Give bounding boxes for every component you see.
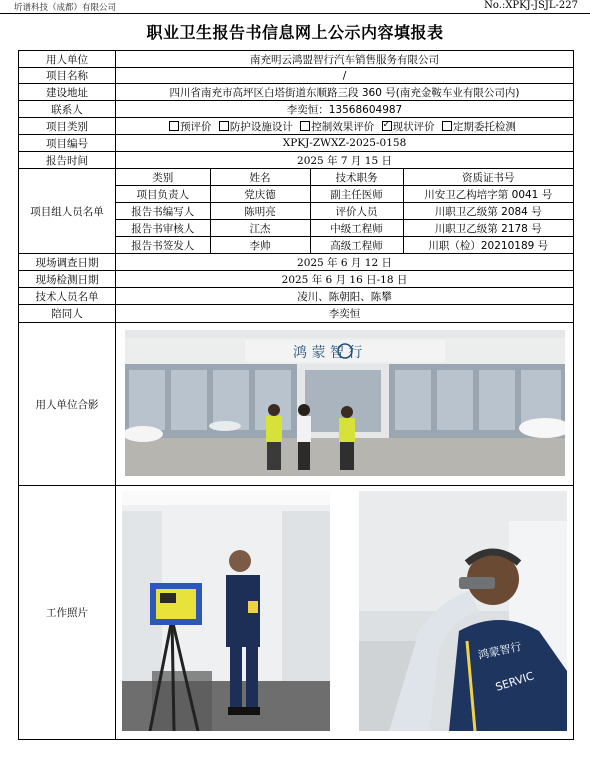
team-name: 李帅 (210, 237, 310, 254)
document-number: No.:XPKJ-JSJL-227 (484, 0, 578, 11)
category-option-control-effect[interactable] (300, 121, 374, 133)
table-row (116, 186, 573, 203)
escort-label: 陪同人 (19, 305, 116, 323)
employer-label: 用人单位 (19, 51, 116, 68)
employer-value: 南充明云鸿盟智行汽车销售服务有限公司 (116, 51, 574, 68)
team-header-cert: 资质证书号 (403, 169, 573, 186)
team-cert: 川职（检）20210189 号 (403, 237, 573, 254)
category-label: 项目类别 (19, 118, 116, 135)
team-title: 高级工程师 (310, 237, 403, 254)
team-label: 项目组人员名单 (19, 169, 116, 254)
category-option-protection-design[interactable] (219, 121, 293, 133)
team-table-cell (116, 169, 574, 254)
work-photo-noise-test-image (359, 491, 567, 731)
work-photo-sampling (122, 491, 330, 731)
team-title: 中级工程师 (310, 220, 403, 237)
tech-staff-label: 技术人员名单 (19, 288, 116, 305)
project-name-label: 项目名称 (19, 68, 116, 84)
table-row (116, 237, 573, 254)
team-cert: 川安卫乙构培字第 0041 号 (403, 186, 573, 203)
address-label: 建设地址 (19, 84, 116, 101)
work-photo-noise-test (359, 491, 567, 731)
team-role: 报告书签发人 (116, 237, 210, 254)
team-role: 报告书编写人 (116, 203, 210, 220)
survey-date-value: 2025 年 6 月 12 日 (116, 254, 574, 271)
vest-brand-text: 鸿蒙智行 (477, 640, 524, 662)
team-header-category: 类别 (116, 169, 210, 186)
contact-value: 李奕恒：13568604987 (116, 101, 574, 118)
table-row (116, 203, 573, 220)
category-option-current-status[interactable] (382, 121, 435, 133)
report-time-value: 2025 年 7 月 15 日 (116, 152, 574, 169)
team-cert: 川职卫乙级第 2084 号 (403, 203, 573, 220)
team-name: 陈明亮 (210, 203, 310, 220)
team-header-row (116, 169, 573, 186)
detect-date-value: 2025 年 6 月 16 日-18 日 (116, 271, 574, 288)
work-photo-sampling-image (122, 491, 330, 731)
checkbox-icon[interactable] (219, 121, 229, 131)
showroom-sign-text: 鸿 蒙 智 行 (292, 344, 362, 361)
team-role: 项目负责人 (116, 186, 210, 203)
group-photo (125, 330, 565, 476)
work-photo-cell (116, 486, 574, 740)
project-number-value: XPKJ-ZWXZ-2025-0158 (116, 135, 574, 152)
vest-service-text: SERVIC (494, 669, 536, 694)
team-role: 报告书审核人 (116, 220, 210, 237)
category-option-label: 现状评价 (392, 120, 435, 133)
team-table (116, 169, 573, 253)
team-title: 副主任医师 (310, 186, 403, 203)
form-title: 职业卫生报告书信息网上公示内容填报表 (146, 23, 444, 42)
category-option-label: 预评价 (180, 120, 212, 133)
category-option-label: 控制效果评价 (311, 120, 375, 133)
category-option-label: 防护设施设计 (229, 120, 293, 133)
project-name-value: / (116, 68, 574, 84)
tech-staff-value: 凌川、陈朝阳、陈攀 (116, 288, 574, 305)
checked-checkbox-icon[interactable] (382, 121, 392, 131)
escort-value: 李奕恒 (116, 305, 574, 323)
checkbox-icon[interactable] (442, 121, 452, 131)
checkbox-icon[interactable] (300, 121, 310, 131)
work-photo-label: 工作照片 (19, 486, 116, 740)
detect-date-label: 现场检测日期 (19, 271, 116, 288)
team-name: 江杰 (210, 220, 310, 237)
team-title: 评价人员 (310, 203, 403, 220)
checkbox-icon[interactable] (169, 121, 179, 131)
category-option-pre-evaluation[interactable] (169, 121, 212, 133)
page-header (0, 0, 590, 14)
category-options (116, 118, 574, 135)
team-name: 党庆德 (210, 186, 310, 203)
report-time-label: 报告时间 (19, 152, 116, 169)
category-option-periodic-detection[interactable] (442, 121, 516, 133)
group-photo-label: 用人单位合影 (19, 323, 116, 486)
contact-label: 联系人 (19, 101, 116, 118)
table-row (116, 220, 573, 237)
team-header-title: 技术职务 (310, 169, 403, 186)
company-name: 圻谱科技（成都）有限公司 (14, 3, 117, 13)
project-number-label: 项目编号 (19, 135, 116, 152)
survey-date-label: 现场调查日期 (19, 254, 116, 271)
team-header-name: 姓名 (210, 169, 310, 186)
disclosure-form-table (18, 50, 574, 740)
group-photo-cell (116, 323, 574, 486)
category-option-label: 定期委托检测 (452, 120, 516, 133)
address-value: 四川省南充市高坪区白塔街道东顺路三段 360 号(南充金鞍车业有限公司内) (116, 84, 574, 101)
team-cert: 川职卫乙级第 2178 号 (403, 220, 573, 237)
header-divider (0, 13, 590, 14)
group-photo-image (125, 330, 565, 476)
